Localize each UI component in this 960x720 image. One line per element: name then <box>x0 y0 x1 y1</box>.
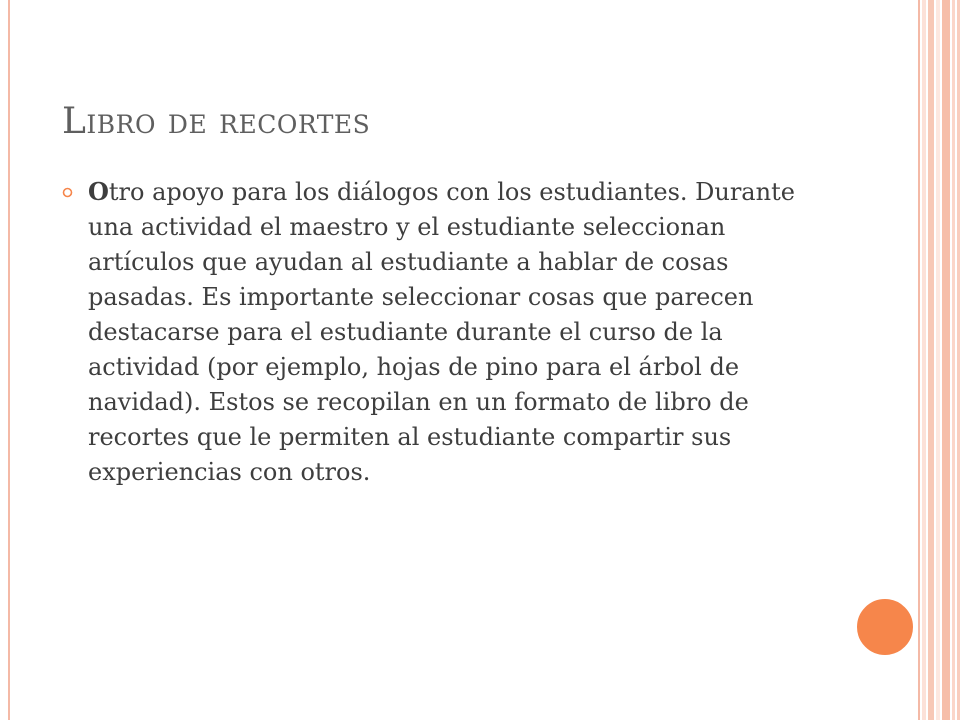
stripe <box>936 0 940 720</box>
bullet-item <box>62 174 822 490</box>
stripe <box>952 0 955 720</box>
decorative-stripes <box>922 0 960 720</box>
open-circle-bullet-icon <box>62 187 73 198</box>
bullet-lead-letter: O <box>88 177 109 206</box>
slide-title: Libro de recortes <box>62 101 371 142</box>
accent-circle <box>855 597 915 657</box>
right-frame-line <box>918 0 920 720</box>
stripe <box>922 0 926 720</box>
left-frame-line <box>8 0 10 720</box>
stripe <box>942 0 950 720</box>
bullet-text: tro apoyo para los diálogos con los estudiantes. Durante una actividad el maestro y el estudiante seleccionan artículos que ayudan al estudiante a hablar de cosas pasadas. Es importante seleccionar cosas que parecen destacarse para el estudiante durante el curso de la actividad (por ejemplo, hojas de pino para el árbol de navidad). Estos se recopilan en un formato de libro de recortes que le permiten al estudiante compartir sus experiencias con otros. <box>88 178 795 486</box>
stripe <box>928 0 934 720</box>
bullet-list <box>62 174 822 490</box>
